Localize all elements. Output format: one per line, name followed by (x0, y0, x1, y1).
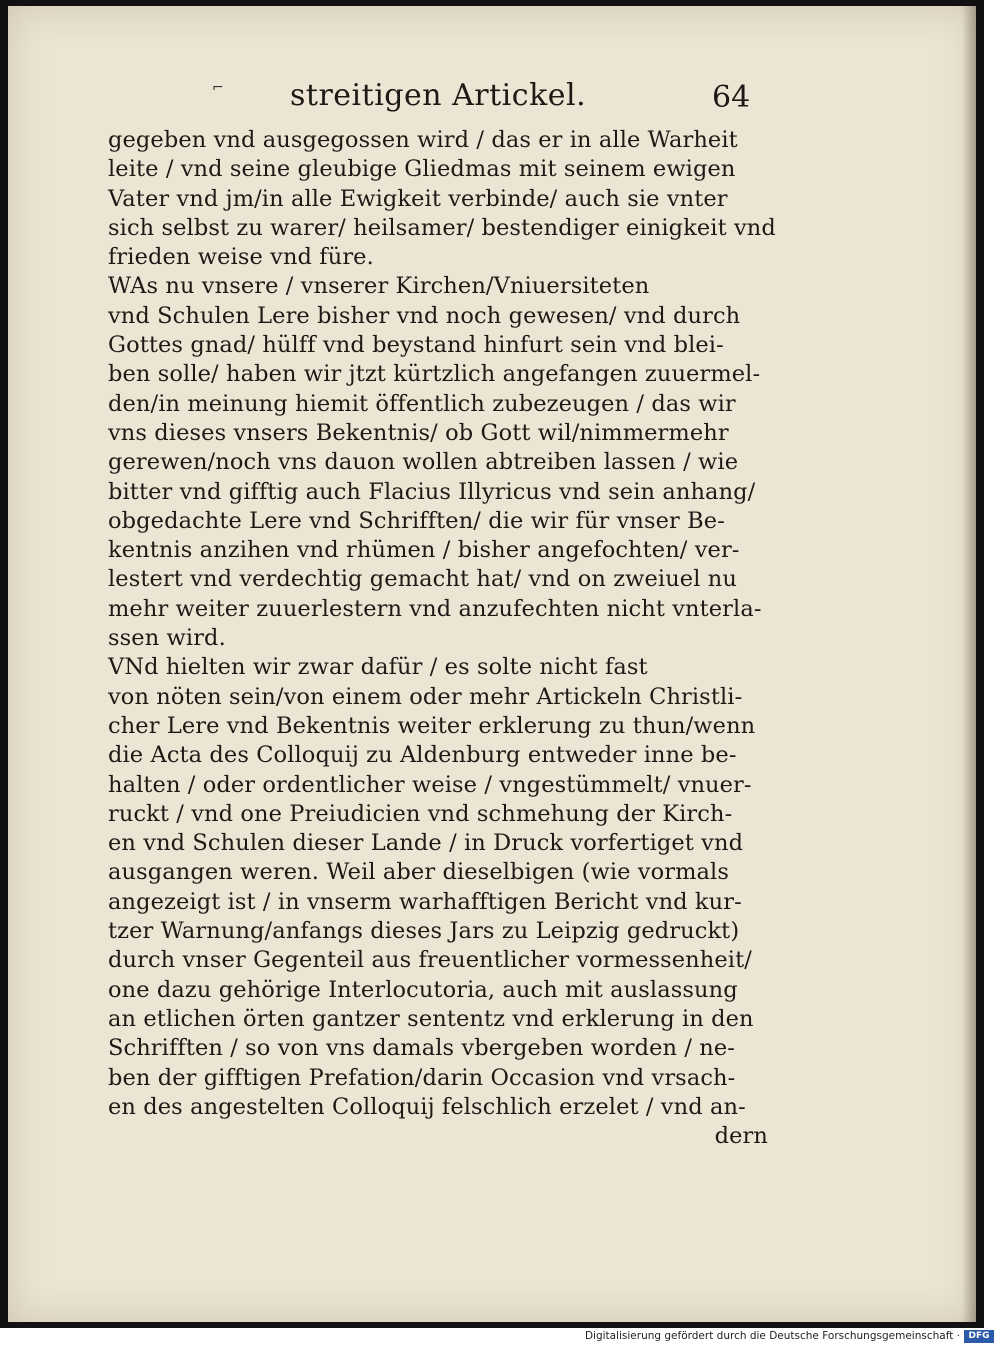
text-line: gegeben vnd ausgegossen wird / das er in alle Warheit (108, 127, 738, 153)
text-line: durch vnser Gegenteil aus freuentlicher vormessenheit/ (108, 947, 752, 974)
text-line: ausgangen weren. Weil aber dieselbigen (wie vormals (108, 859, 729, 886)
text-line: vnd Schulen Lere bisher vnd noch gewesen/ vnd durch (108, 302, 741, 329)
text-line: bitter vnd gifftig auch Flacius Illyricus vnd sein anhang/ (108, 478, 756, 505)
text-line: Vater vnd jm/in alle Ewigkeit verbinde/ auch sie vnter (108, 185, 728, 212)
dfg-logo: DFG (964, 1330, 994, 1343)
running-head: streitigen Artickel. (290, 78, 587, 113)
text-line: den/in meinung hiemit öffentlich zubezeugen / das wir (108, 390, 736, 417)
text-line: halten / oder ordentlicher weise / vngestümmelt/ vnuer- (108, 771, 752, 798)
text-line: sich selbst zu warer/ heilsamer/ bestendiger einigkeit vnd (108, 214, 776, 241)
catchword: dern (714, 1123, 768, 1150)
text-line: Gottes gnad/ hülff vnd beystand hinfurt sein vnd blei- (108, 332, 724, 359)
text-line: VNd hielten wir zwar dafür / es solte nicht fast (108, 654, 648, 681)
text-line: ssen wird. (108, 625, 226, 652)
text-line: ben der gifftigen Prefation/darin Occasion vnd vrsach- (108, 1064, 736, 1091)
text-line: vns dieses vnsers Bekentnis/ ob Gott wil/nimmermehr (108, 419, 729, 446)
text-line: Schrifften / so von vns damals vbergeben worden / ne- (108, 1035, 735, 1062)
text-line: obgedachte Lere vnd Schrifften/ die wir für vnser Be- (108, 507, 725, 534)
text-line: en des angestelten Colloquij felschlich erzelet / vnd an- (108, 1093, 746, 1120)
margin-tick-mark: ⌐ (212, 80, 224, 96)
text-line: von nöten sein/von einem oder mehr Artickeln Christli- (108, 683, 743, 710)
text-line: mehr weiter zuuerlestern vnd anzufechten nicht vnterla- (108, 595, 762, 622)
text-line: lestert vnd verdechtig gemacht hat/ vnd on zweiuel nu (108, 566, 737, 593)
text-line: en vnd Schulen dieser Lande / in Druck vorfertiget vnd (108, 830, 744, 857)
page-number: 64 (712, 80, 751, 115)
body-text (108, 126, 776, 1151)
text-line: an etlichen örten gantzer sententz vnd erklerung in den (108, 1005, 754, 1032)
text-line: ben solle/ haben wir jtzt kürtzlich angefangen zuuermel- (108, 361, 761, 388)
text-line: one dazu gehörige Interlocutoria, auch mit auslassung (108, 976, 738, 1003)
text-line: ruckt / vnd one Preiudicien vnd schmehung der Kirch- (108, 800, 733, 827)
text-line: frieden weise vnd füre. (108, 244, 374, 271)
text-line: gerewen/noch vns dauon wollen abtreiben lassen / wie (108, 449, 739, 476)
text-line: leite / vnd seine gleubige Gliedmas mit seinem ewigen (108, 156, 736, 183)
text-line: cher Lere vnd Bekentnis weiter erklerung zu thun/wenn (108, 712, 756, 739)
text-line: kentnis anzihen vnd rhümen / bisher angefochten/ ver- (108, 537, 740, 564)
text-line: tzer Warnung/anfangs dieses Jars zu Leipzig gedruckt) (108, 918, 740, 945)
text-line: die Acta des Colloquij zu Aldenburg entweder inne be- (108, 742, 737, 769)
text-line: angezeigt ist / in vnserm warhafftigen Bericht vnd kur- (108, 888, 742, 915)
funding-credit: Digitalisierung gefördert durch die Deutsche Forschungsgemeinschaft · (584, 1330, 960, 1342)
page-edge-shadow (962, 6, 976, 1322)
text-line: WAs nu vnsere / vnserer Kirchen/Vniuersiteten (108, 273, 650, 300)
